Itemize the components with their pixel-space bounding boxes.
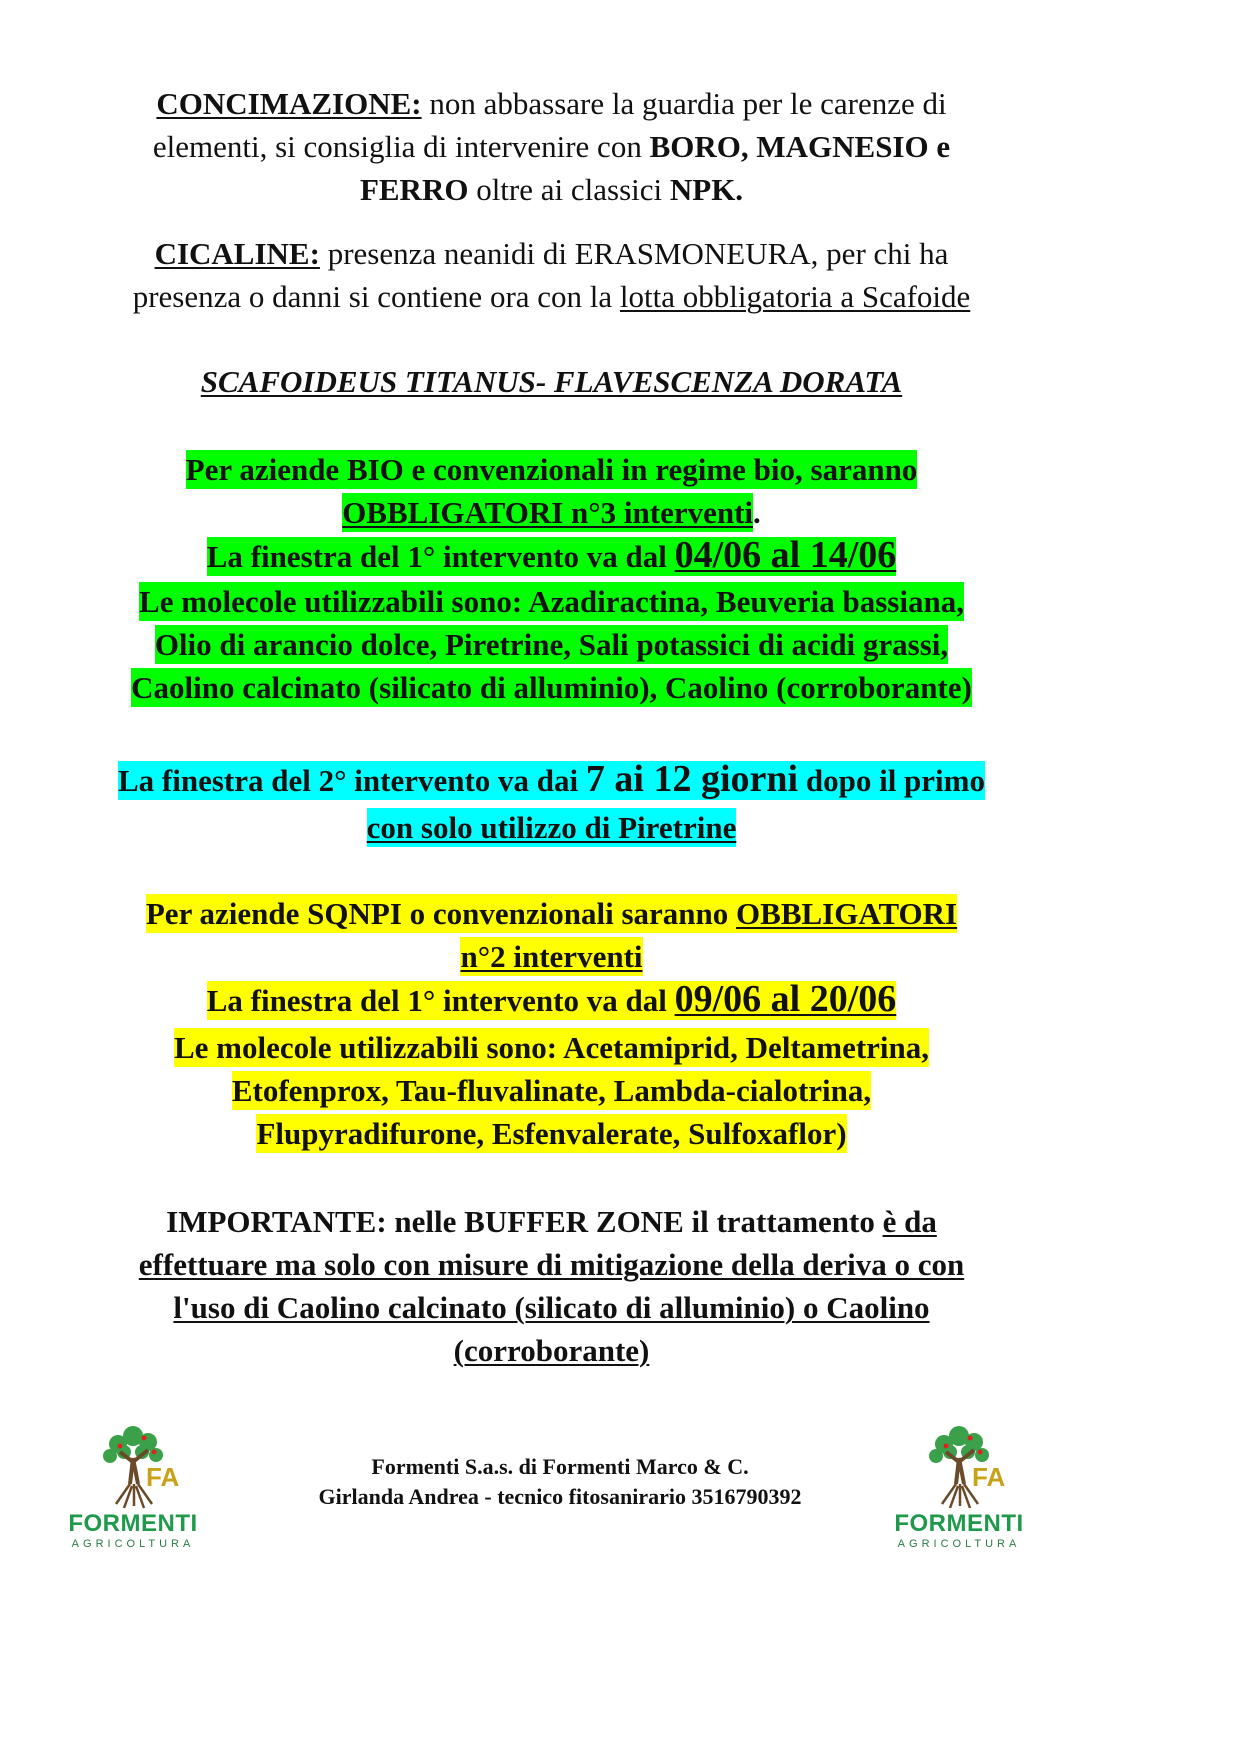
bio-line5: Olio di arancio dolce, Piretrine, Sali potassici di acidi grassi, [154,627,949,662]
footer-company: Formenti S.a.s. di Formenti Marco & C. [371,1454,749,1479]
concimazione-bold3: NPK. [669,172,744,207]
bio-line4: Le molecole utilizzabili sono: Azadiractina, Beuveria bassiana, [139,584,964,619]
tree-icon [884,1422,1034,1514]
sqnpi-line5: Etofenprox, Tau-fluvalinate, Lambda-cialotrina, [231,1073,872,1108]
bio-date: 04/06 al 14/06 [674,534,897,576]
logo-sub: AGRICOLTURA [71,1538,195,1550]
concimazione-text3: oltre ai classici [468,172,670,207]
importante-line2: effettuare ma solo con misure di mitigazione della deriva o con [138,1247,965,1282]
tree-icon [58,1422,208,1514]
sqnpi-line2: n°2 interventi [460,939,643,974]
section-heading [0,360,1103,403]
bio-line2-end: . [753,495,761,530]
cicaline-label: CICALINE: [154,236,320,271]
concimazione-text1: non abbassare la guardia per le carenze di [421,86,947,121]
bio-line3: La finestra del 1° intervento va dal [206,539,675,574]
footer-contact: Girlanda Andrea - tecnico fitosanirario 3516790392 [318,1484,802,1509]
concimazione-bold2: FERRO [359,172,469,207]
concimazione-text2: elementi, si consiglia di intervenire con [152,129,650,164]
heading-text: SCAFOIDEUS TITANUS- FLAVESCENZA DORATA [200,364,903,399]
logo-initials: FA [972,1462,1006,1492]
cicaline-text2: presenza o danni si contiene ora con la [132,279,620,314]
bio-line1: Per aziende BIO e convenzionali in regime bio, saranno [185,452,918,487]
sqnpi-line1b: OBBLIGATORI [736,896,958,931]
importante-line4: (corroborante) [453,1333,650,1368]
bio-line6: Caolino calcinato (silicato di alluminio), Caolino (corroborante) [131,670,972,705]
concimazione-label: CONCIMAZIONE: [156,86,422,121]
second-intervention-block [0,758,1103,849]
importante-line3: l'uso di Caolino calcinato (silicato di alluminio) o Caolino [173,1290,930,1325]
sqnpi-line4: Le molecole utilizzabili sono: Acetamiprid, Deltametrina, [173,1030,930,1065]
concimazione-paragraph [0,82,1103,211]
cicaline-text1: presenza neanidi di ERASMONEURA, per chi ha [319,236,949,271]
cicaline-link: lotta obbligatoria a Scafoide [619,279,971,314]
sqnpi-line6: Flupyradifurone, Esfenvalerate, Sulfoxaflor) [256,1116,847,1151]
second-days: 7 ai 12 giorni [585,758,799,800]
logo-name: FORMENTI [894,1510,1024,1537]
bio-block [0,448,1103,709]
cicaline-paragraph [0,232,1103,318]
importante-block [0,1200,1103,1372]
logo-initials: FA [146,1462,180,1492]
second-line1c: dopo il primo [798,763,985,798]
formenti-logo-left [58,1422,208,1552]
sqnpi-line1a: Per aziende SQNPI o convenzionali saranno [145,896,737,931]
concimazione-bold1: BORO, MAGNESIO e [649,129,951,164]
formenti-logo-right [884,1422,1034,1552]
logo-sub: AGRICOLTURA [897,1538,1021,1550]
footer [260,1452,860,1512]
importante-line1a: IMPORTANTE: nelle BUFFER ZONE il trattamento [166,1204,883,1239]
bio-line2: OBBLIGATORI n°3 interventi [342,495,754,530]
sqnpi-line3: La finestra del 1° intervento va dal [206,983,675,1018]
importante-line1b: è da [882,1204,937,1239]
logo-name: FORMENTI [68,1510,198,1537]
second-line1a: La finestra del 2° intervento va dai [118,763,586,798]
sqnpi-block [0,892,1103,1155]
second-line2: con solo utilizzo di Piretrine [366,810,737,845]
sqnpi-date: 09/06 al 20/06 [674,978,897,1020]
